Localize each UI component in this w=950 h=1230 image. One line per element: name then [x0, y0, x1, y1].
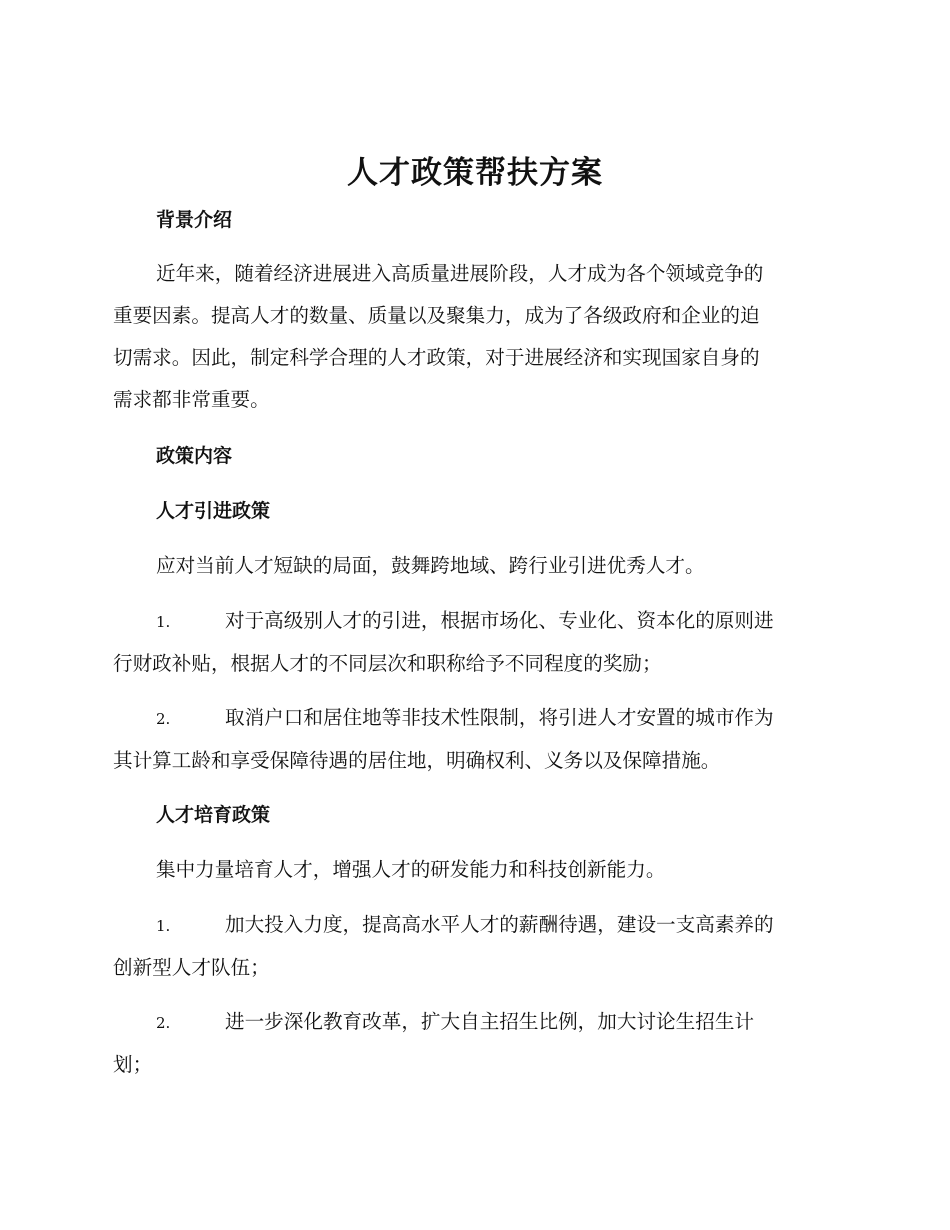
list-item-cultivation-1	[113, 904, 833, 989]
list-item-cultivation-2	[113, 1001, 833, 1086]
paragraph-line: 重要因素。提高人才的数量、质量以及聚集力，成为了各级政府和企业的迫	[113, 304, 760, 327]
list-number: 1.	[156, 917, 171, 935]
paragraph-line: 近年来，随着经济进展进入高质量进展阶段，人才成为各个领域竞争的	[156, 262, 764, 285]
list-item-line: 创新型人才队伍；	[113, 956, 270, 979]
list-item-introduction-2	[113, 697, 833, 782]
paragraph-line: 需求都非常重要。	[113, 388, 270, 411]
list-number: 2.	[156, 710, 171, 728]
paragraph-background	[113, 253, 833, 421]
list-item-line: 对于高级别人才的引进，根据市场化、专业化、资本化的原则进	[225, 609, 774, 632]
heading-talent-introduction: 人才引进政策	[156, 500, 271, 522]
list-item-introduction-1	[113, 600, 833, 685]
paragraph-introduction-intro	[113, 545, 833, 587]
paragraph-line: 应对当前人才短缺的局面，鼓舞跨地域、跨行业引进优秀人才。	[156, 554, 705, 577]
document-title: 人才政策帮扶方案	[347, 155, 603, 191]
list-item-line: 划；	[113, 1053, 153, 1076]
list-item-line: 加大投入力度，提高高水平人才的薪酬待遇，建设一支高素养的	[225, 913, 774, 936]
heading-talent-cultivation: 人才培育政策	[156, 804, 271, 826]
list-item-line: 其计算工龄和享受保障待遇的居住地，明确权利、义务以及保障措施。	[113, 749, 721, 772]
paragraph-line: 切需求。因此，制定科学合理的人才政策，对于进展经济和实现国家自身的	[113, 346, 760, 369]
paragraph-line: 集中力量培育人才，增强人才的研发能力和科技创新能力。	[156, 858, 666, 881]
list-item-line: 进一步深化教育改革，扩大自主招生比例，加大讨论生招生计	[225, 1010, 755, 1033]
list-item-line: 取消户口和居住地等非技术性限制，将引进人才安置的城市作为	[225, 706, 774, 729]
heading-background: 背景介绍	[156, 209, 233, 231]
list-item-line: 行财政补贴，根据人才的不同层次和职称给予不同程度的奖励；	[113, 652, 662, 675]
paragraph-cultivation-intro	[113, 849, 833, 891]
list-number: 1.	[156, 613, 171, 631]
heading-policy-content: 政策内容	[156, 445, 233, 467]
list-number: 2.	[156, 1014, 171, 1032]
